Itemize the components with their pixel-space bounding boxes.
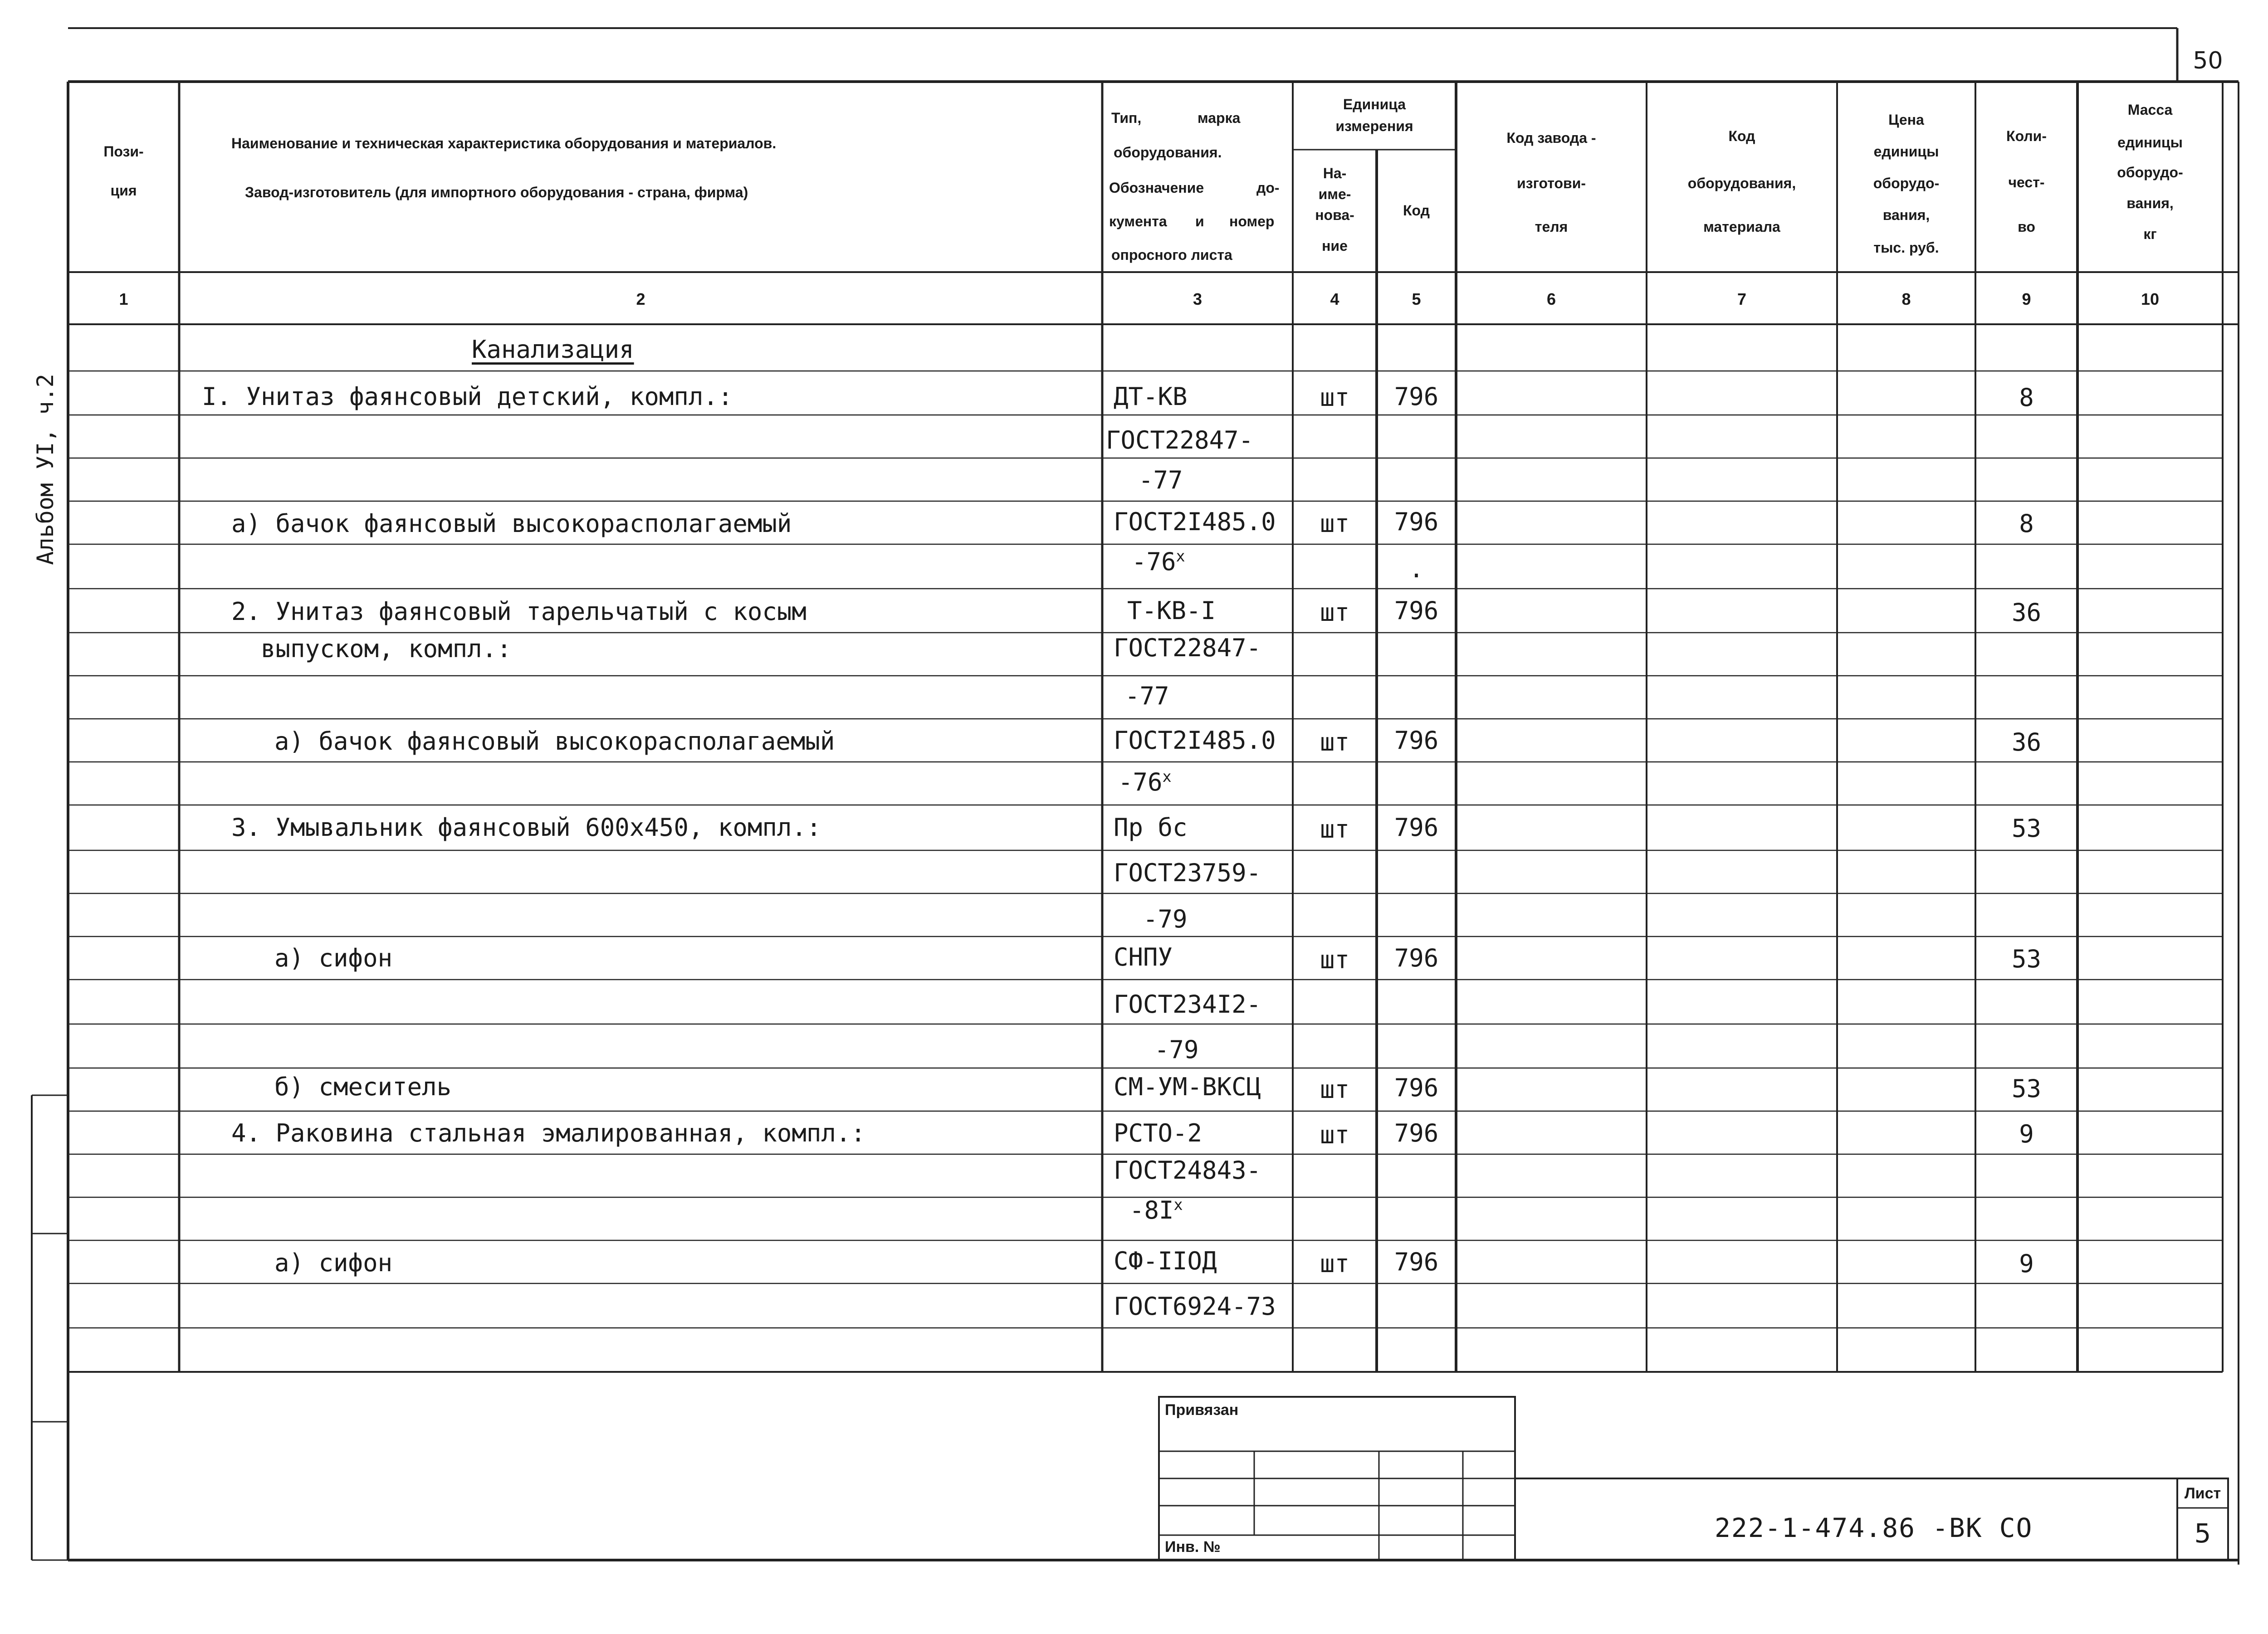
item-unit: шт bbox=[1320, 383, 1350, 412]
item-type: ГОСТ23759- bbox=[1114, 858, 1261, 887]
item-quantity: 8 bbox=[2019, 509, 2034, 538]
item-unit-code: 796 bbox=[1394, 596, 1439, 625]
column-number: 4 bbox=[1330, 290, 1339, 308]
column-number: 10 bbox=[2141, 290, 2160, 308]
item-type: СФ-IIОД bbox=[1114, 1247, 1217, 1275]
item-type: -76$^x$ bbox=[1118, 768, 1172, 796]
item-type: ГОСТ234I2- bbox=[1114, 990, 1261, 1019]
item-type: $-8I^x$ bbox=[1129, 1196, 1183, 1224]
column-number: 8 bbox=[1901, 290, 1911, 308]
item-type: ГОСТ2I485.0 bbox=[1114, 507, 1276, 536]
item-quantity: 8 bbox=[2019, 383, 2034, 412]
item-type: Пр бс bbox=[1114, 813, 1188, 842]
item-unit-code: 796 bbox=[1394, 382, 1439, 411]
item-type: СНПУ bbox=[1114, 943, 1173, 971]
item-type: ГОСТ22847- bbox=[1114, 634, 1261, 662]
item-quantity: 53 bbox=[2011, 1074, 2042, 1103]
item-unit-code: 796 bbox=[1394, 726, 1439, 755]
item-unit: шт bbox=[1320, 815, 1350, 844]
item-unit-code: 796 bbox=[1394, 813, 1439, 842]
item-type: ГОСТ24843- bbox=[1114, 1156, 1261, 1185]
item-quantity: 9 bbox=[2019, 1249, 2034, 1278]
item-unit-code: 796 bbox=[1394, 507, 1439, 536]
item-unit-code: 796 bbox=[1394, 1248, 1439, 1276]
section-title: Канализация bbox=[472, 335, 634, 364]
item-unit: шт bbox=[1320, 946, 1350, 974]
item-type: -79 bbox=[1143, 905, 1188, 933]
item-quantity: 36 bbox=[2011, 728, 2042, 756]
item-unit: шт bbox=[1320, 509, 1350, 538]
album-side-label: Альбом УI, ч.2 bbox=[32, 374, 59, 565]
item-unit: шт bbox=[1320, 1121, 1350, 1149]
item-type: -77 bbox=[1139, 466, 1183, 494]
item-name: а) бачок фаянсовый высокорасполагаемый bbox=[231, 509, 792, 538]
stamp-inventory-label: Инв. № bbox=[1165, 1538, 1221, 1556]
item-name: выпуском, компл.: bbox=[261, 634, 512, 663]
item-type: ГОСТ22847- bbox=[1106, 426, 1254, 454]
column-number: 1 bbox=[119, 290, 128, 308]
item-unit: шт bbox=[1320, 728, 1350, 756]
item-type: ГОСТ6924-73 bbox=[1114, 1292, 1276, 1321]
item-type: СМ-УМ-ВКСЦ bbox=[1114, 1073, 1261, 1101]
item-type: -77 bbox=[1125, 682, 1169, 710]
sheet-number: 50 bbox=[2193, 47, 2223, 74]
item-unit-code: . bbox=[1409, 555, 1424, 583]
drawing-sheet: 50 Альбом УI, ч.2 Пози- ция Наименование и техническая характеристика оборудования и материалов. Завод-изготовитель (для импортного оборудования - страна, фирма) Тип, марка оборудования. Обозначение до- кумента и номер опросного листа Единица измерения На- име- нова- ние Код Код завода - изготови- теля Код оборудования, материала Цена единицы оборудо- вания, тыс. руб. Коли- чест- во Масса единицы оборудо- вания, кг 1 2 3 4 5 6 7 8 9 10 Канализация I. Унитаз фаянсовый детский, компл.: ДТ-КВ шт 796 8 ГОСТ22847- -77 а) бачок фаянсовый высокорасполагаемый ГОСТ2I485.0 шт 796 8 -76$^x$ . 2. Унитаз фаянсовый тарельчатый с косым Т-КВ-I шт 796 36 выпуском, компл.: ГОСТ22847- -77 а) бачок фаянсовый высокорасполагаемый ГОСТ2I485.0 шт 796 36 -76$^x$ 3. Умывальник фаянсовый 600х450, компл.: Пр бс шт 796 53 ГОСТ23759- -79 а) сифон СНПУ шт 796 53 ГОСТ234I2- -79 б) смеситель СМ-УМ-ВКСЦ шт 796 53 4. Раковина стальная эмалированная, компл.: РСТО-2 шт 796 9 ГОСТ24843- $-8I^x$ а) сифон СФ-IIОД шт 796 9 ГОСТ6924-73 Привязан Инв. № 222-1-474.86 -ВК СО Лист 5 bbox=[0, 0, 2268, 1634]
item-name: а) бачок фаянсовый высокорасполагаемый bbox=[274, 727, 835, 756]
item-unit: шт bbox=[1320, 1075, 1350, 1104]
item-name: б) смеситель bbox=[274, 1073, 452, 1101]
item-name: 3. Умывальник фаянсовый 600х450, компл.: bbox=[231, 813, 821, 842]
item-name: а) сифон bbox=[274, 1249, 393, 1277]
header-col-unit-code: Код bbox=[1403, 202, 1430, 219]
item-unit-code: 796 bbox=[1394, 1073, 1439, 1102]
item-type: -79 bbox=[1154, 1035, 1199, 1064]
item-name: I. Унитаз фаянсовый детский, компл.: bbox=[202, 382, 733, 411]
column-number: 9 bbox=[2022, 290, 2031, 308]
item-type: РСТО-2 bbox=[1114, 1119, 1202, 1147]
item-quantity: 53 bbox=[2011, 814, 2042, 843]
item-unit: шт bbox=[1320, 598, 1350, 627]
sheet-label: Лист bbox=[2184, 1485, 2221, 1502]
column-number: 3 bbox=[1193, 290, 1202, 308]
column-number: 6 bbox=[1546, 290, 1556, 308]
sheet-value: 5 bbox=[2194, 1518, 2211, 1549]
item-type: -76$^x$ bbox=[1132, 547, 1185, 576]
item-quantity: 9 bbox=[2019, 1120, 2034, 1148]
item-quantity: 36 bbox=[2011, 598, 2042, 627]
column-number: 5 bbox=[1412, 290, 1421, 308]
item-name: а) сифон bbox=[274, 944, 393, 972]
item-type: ГОСТ2I485.0 bbox=[1114, 726, 1276, 755]
item-type: ДТ-КВ bbox=[1114, 382, 1188, 411]
stamp-attached-label: Привязан bbox=[1165, 1401, 1239, 1419]
item-unit-code: 796 bbox=[1394, 1119, 1439, 1147]
item-name: 2. Унитаз фаянсовый тарельчатый с косым bbox=[231, 597, 807, 626]
item-name: 4. Раковина стальная эмалированная, компл.: bbox=[231, 1119, 865, 1147]
column-number: 7 bbox=[1737, 290, 1747, 308]
item-quantity: 53 bbox=[2011, 945, 2042, 973]
document-code: 222-1-474.86 -ВК СО bbox=[1715, 1512, 2033, 1543]
item-type: Т-КВ-I bbox=[1127, 596, 1216, 625]
item-unit: шт bbox=[1320, 1249, 1350, 1278]
item-unit-code: 796 bbox=[1394, 944, 1439, 972]
column-number: 2 bbox=[636, 290, 645, 308]
